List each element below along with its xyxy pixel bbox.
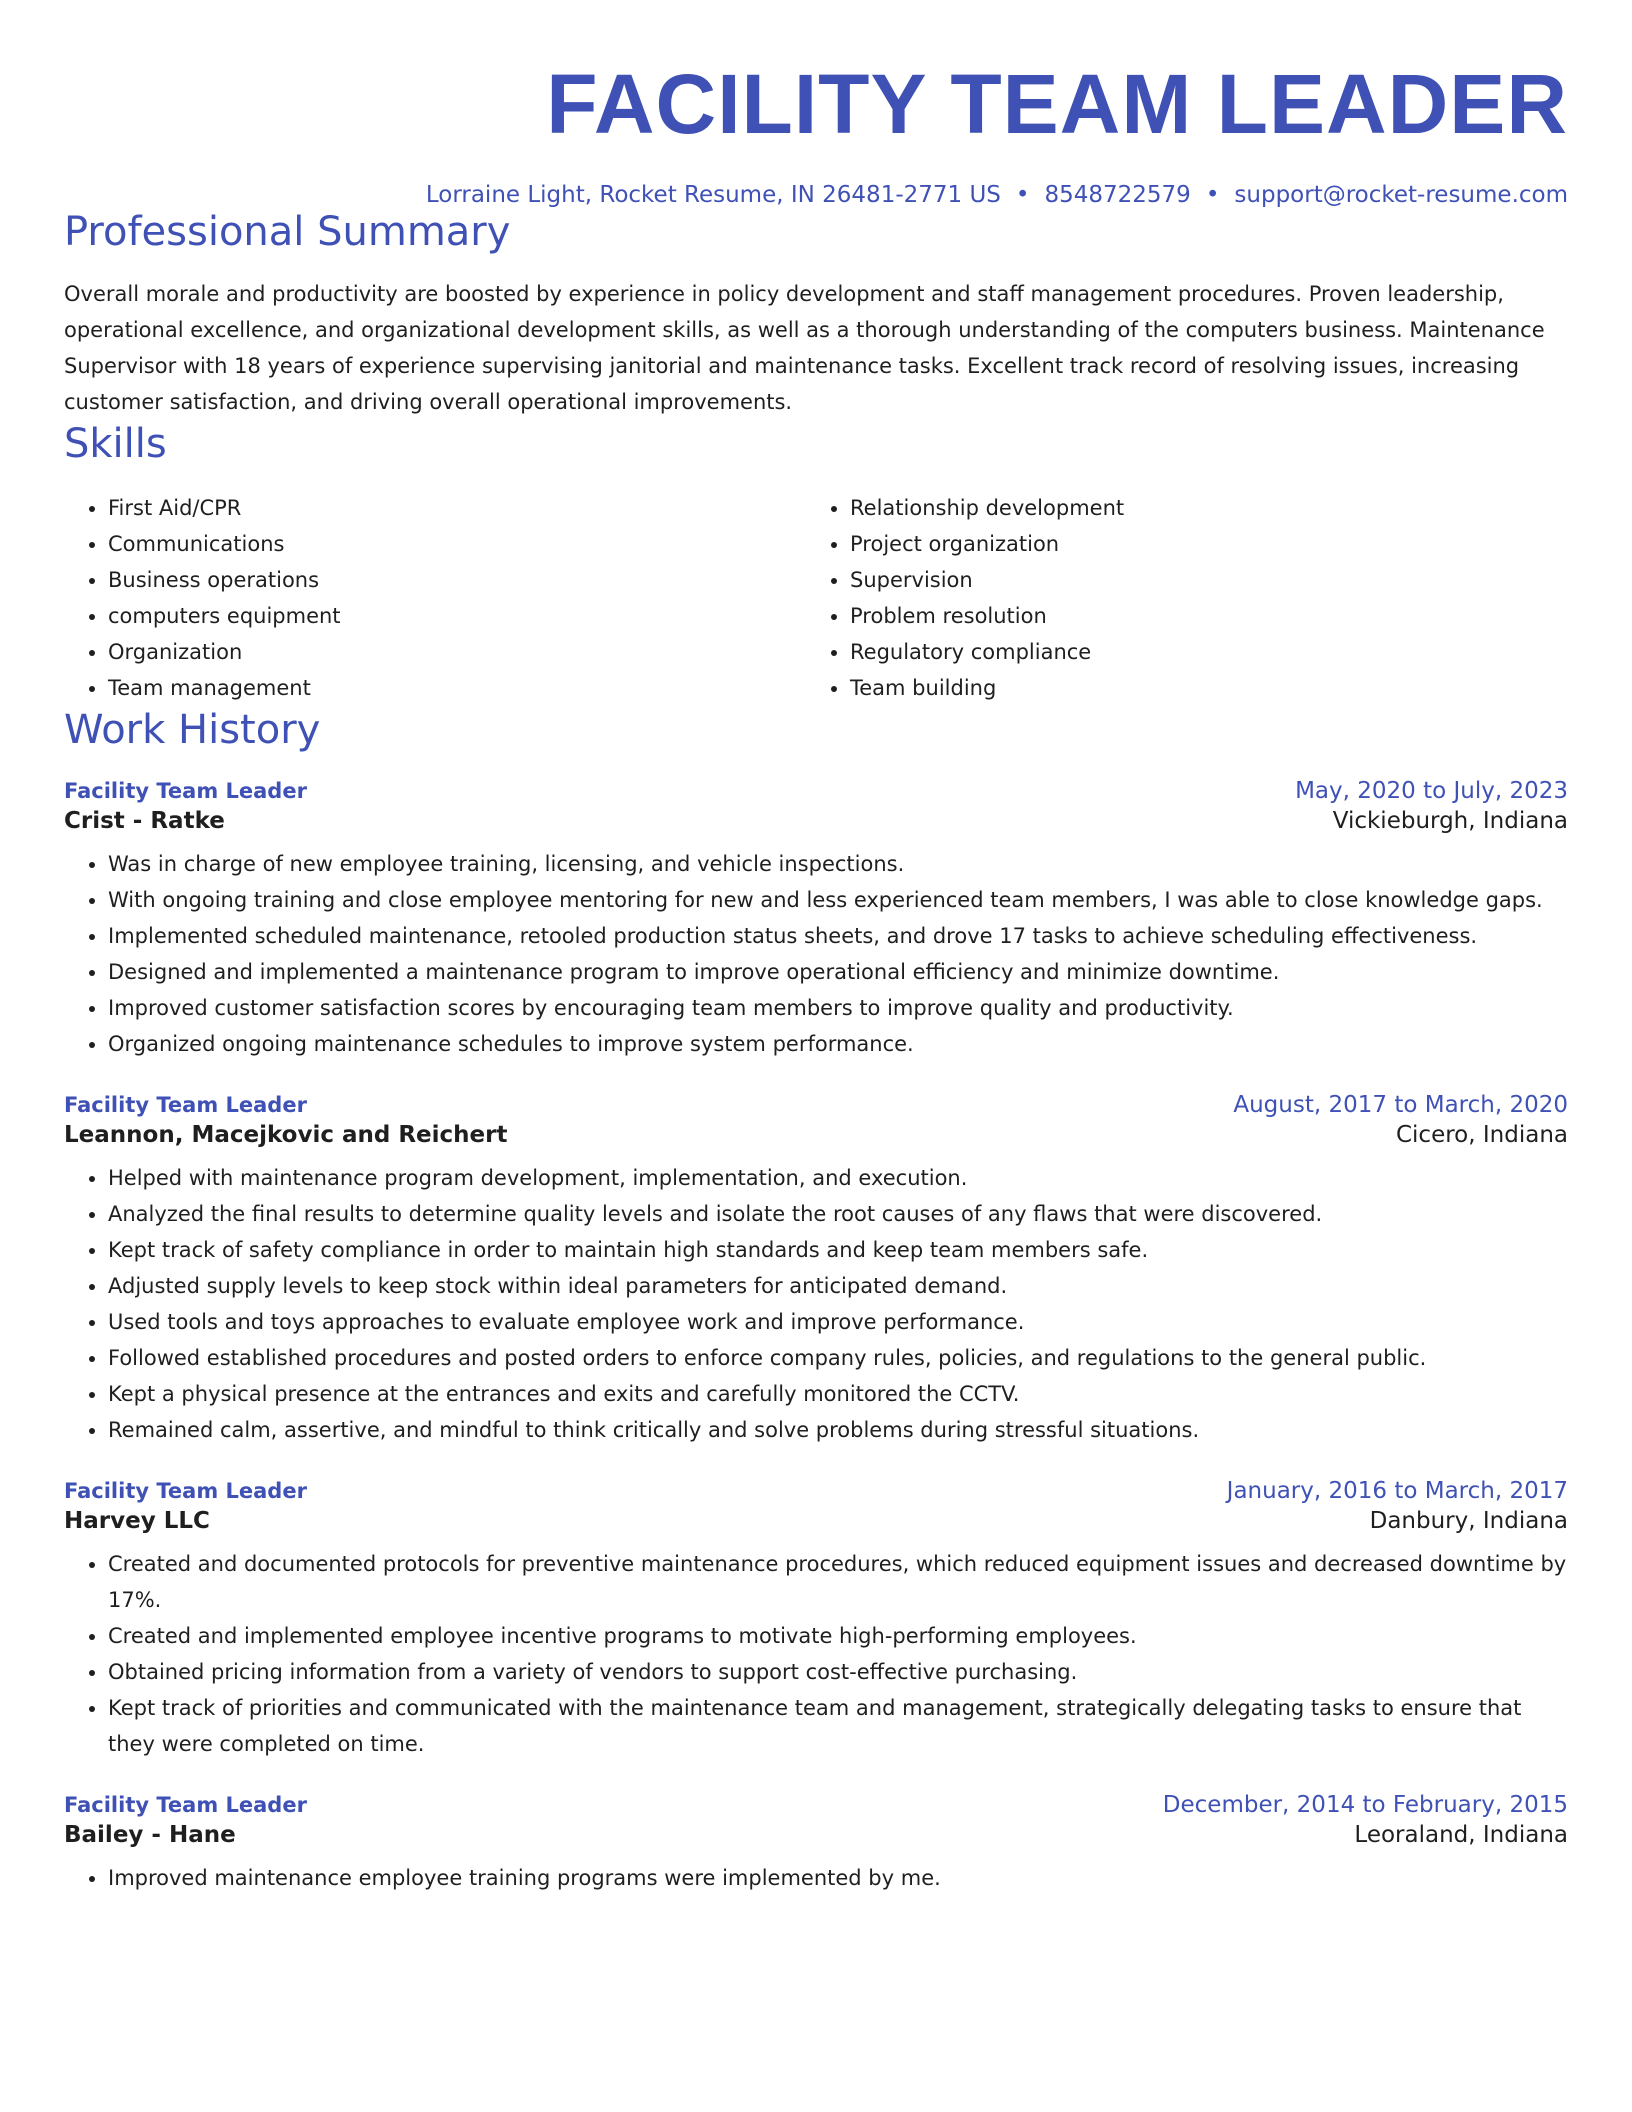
work-history-heading: Work History	[64, 707, 321, 753]
skill-item: • Relationship development	[850, 490, 1548, 526]
job-bullet-list	[64, 1160, 1568, 1448]
skill-item: • First Aid/CPR	[108, 490, 806, 526]
skills-column-left	[64, 490, 806, 706]
job-bullet: • Implemented scheduled maintenance, retooled production status sheets, and drove 17 tasks to achieve scheduling effectiveness.	[108, 918, 1568, 954]
job-bullet: • Kept track of safety compliance in order to maintain high standards and keep team members safe.	[108, 1232, 1568, 1268]
job-bullet: • Improved customer satisfaction scores by encouraging team members to improve quality and productivity.	[108, 990, 1568, 1026]
skill-item: • Problem resolution	[850, 598, 1548, 634]
job-bullet: • Used tools and toys approaches to evaluate employee work and improve performance.	[108, 1304, 1568, 1340]
skills-list	[64, 490, 1568, 706]
resume-header	[64, 0, 1568, 208]
job-title-row	[64, 1792, 1568, 1818]
job-dates: May, 2020 to July, 2023	[1295, 778, 1568, 804]
skill-item: • Regulatory compliance	[850, 634, 1548, 670]
job-bullet: • Organized ongoing maintenance schedules to improve system performance.	[108, 1026, 1568, 1062]
job-company-row	[64, 1508, 1568, 1534]
job-bullet: • Was in charge of new employee training, licensing, and vehicle inspections.	[108, 846, 1568, 882]
job-dates: August, 2017 to March, 2020	[1233, 1092, 1568, 1118]
job-title-row	[64, 1478, 1568, 1504]
job-bullet-list	[64, 1546, 1568, 1762]
job-bullet: • Remained calm, assertive, and mindful to think critically and solve problems during stressful situations.	[108, 1412, 1568, 1448]
job-title: Facility Team Leader	[64, 779, 307, 803]
contact-line	[64, 182, 1568, 208]
job-bullet: • Created and implemented employee incentive programs to motivate high-performing employees.	[108, 1618, 1568, 1654]
job-company: Bailey - Hane	[64, 1822, 236, 1848]
job-bullet: • Helped with maintenance program development, implementation, and execution.	[108, 1160, 1568, 1196]
job-bullet-list	[64, 1860, 1568, 1896]
job-location: Danbury, Indiana	[1369, 1508, 1568, 1534]
job-entry	[64, 1478, 1568, 1762]
job-bullet: • With ongoing training and close employee mentoring for new and less experienced team members, I was able to close knowledge gaps.	[108, 882, 1568, 918]
job-title: Facility Team Leader	[64, 1793, 307, 1817]
job-bullet: • Followed established procedures and posted orders to enforce company rules, policies, and regulations to the general public.	[108, 1340, 1568, 1376]
job-dates: January, 2016 to March, 2017	[1226, 1478, 1568, 1504]
job-bullet: • Designed and implemented a maintenance program to improve operational efficiency and minimize downtime.	[108, 954, 1568, 990]
job-entry	[64, 778, 1568, 1062]
job-company: Leannon, Macejkovic and Reichert	[64, 1122, 508, 1148]
contact-separator: •	[1015, 182, 1030, 208]
skill-item: • Project organization	[850, 526, 1548, 562]
job-title-row	[64, 1092, 1568, 1118]
job-dates: December, 2014 to February, 2015	[1162, 1792, 1568, 1818]
job-title: Facility Team Leader	[64, 1093, 307, 1117]
skills-heading: Skills	[64, 421, 167, 467]
skill-item: • Team management	[108, 670, 806, 706]
skill-item: • Organization	[108, 634, 806, 670]
skills-column-right	[806, 490, 1548, 706]
job-entry	[64, 1092, 1568, 1448]
job-company: Crist - Ratke	[64, 808, 225, 834]
job-bullet-list	[64, 846, 1568, 1062]
job-company-row	[64, 1122, 1568, 1148]
skill-item: • Business operations	[108, 562, 806, 598]
job-title-row	[64, 778, 1568, 804]
job-bullet: • Kept a physical presence at the entrances and exits and carefully monitored the CCTV.	[108, 1376, 1568, 1412]
job-bullet: • Kept track of priorities and communicated with the maintenance team and management, strategically delegating tasks to ensure that they were completed on time.	[108, 1690, 1568, 1762]
job-bullet: • Adjusted supply levels to keep stock within ideal parameters for anticipated demand.	[108, 1268, 1568, 1304]
work-history-list	[64, 778, 1568, 1896]
summary-heading: Professional Summary	[64, 209, 511, 255]
skill-item: • Supervision	[850, 562, 1548, 598]
job-bullet: • Obtained pricing information from a variety of vendors to support cost-effective purchasing.	[108, 1654, 1568, 1690]
job-location: Cicero, Indiana	[1395, 1122, 1568, 1148]
summary-text: Overall morale and productivity are boosted by experience in policy development and staff management procedures. Proven leadership, operational excellence, and organizational development skills, as well as a thorough understanding of the computers business. Maintenance Supervisor with 18 years of experience supervising janitorial and maintenance tasks. Excellent track record of resolving issues, increasing customer satisfaction, and driving overall operational improvements.	[64, 282, 1545, 414]
job-location: Vickieburgh, Indiana	[1332, 808, 1568, 834]
skill-item: • computers equipment	[108, 598, 806, 634]
contact-separator: •	[1205, 182, 1220, 208]
job-bullet: • Improved maintenance employee training programs were implemented by me.	[108, 1860, 1568, 1896]
job-bullet: • Analyzed the final results to determine quality levels and isolate the root causes of any flaws that were discovered.	[108, 1196, 1568, 1232]
skill-item: • Team building	[850, 670, 1548, 706]
job-location: Leoraland, Indiana	[1354, 1822, 1568, 1848]
contact-address: Lorraine Light, Rocket Resume, IN 26481-2771 US	[425, 182, 1001, 208]
job-title: Facility Team Leader	[64, 1479, 307, 1503]
job-company: Harvey LLC	[64, 1508, 210, 1534]
job-company-row	[64, 808, 1568, 834]
contact-phone[interactable]: 8548722579	[1044, 182, 1191, 208]
page-title: FACILITY TEAM LEADER	[546, 57, 1568, 151]
job-bullet: • Created and documented protocols for preventive maintenance procedures, which reduced equipment issues and decreased downtime by 17%.	[108, 1546, 1568, 1618]
skill-item: • Communications	[108, 526, 806, 562]
job-entry	[64, 1792, 1568, 1896]
contact-email[interactable]: support@rocket-resume.com	[1234, 182, 1568, 208]
job-company-row	[64, 1822, 1568, 1848]
